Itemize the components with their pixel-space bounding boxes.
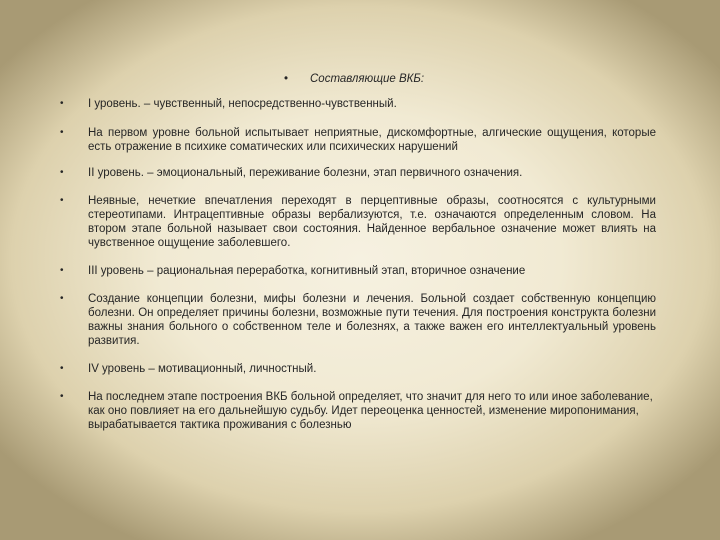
bullet-icon: • [60, 391, 64, 402]
bullet-icon: • [284, 73, 289, 85]
list-item [60, 390, 656, 432]
list-item [60, 264, 656, 278]
bullet-icon: • [60, 98, 64, 109]
bullet-icon: • [60, 363, 64, 374]
bullet-icon: • [60, 167, 64, 178]
list-item-text: IV уровень – мотивационный, личностный. [88, 363, 317, 375]
list-item [60, 362, 656, 376]
list-item [60, 194, 656, 250]
list-item [60, 126, 656, 154]
bullet-icon: • [60, 265, 64, 276]
bullet-icon: • [60, 293, 64, 304]
list-item-text: На последнем этапе построения ВКБ больной определяет, что значит для него то или иное заболевание, как оно повлияет на его дальнейшую судьбу. Идет переоценка ценностей, изменение миропонимания, вырабатывается тактика проживания с болезнью [88, 391, 653, 431]
list-item [60, 166, 656, 180]
list-item-text: I уровень. – чувственный, непосредственно-чувственный. [88, 98, 397, 110]
bullet-icon: • [60, 127, 64, 138]
list-item-text: На первом уровне больной испытывает неприятные, дискомфортные, алгические ощущения, которые есть отражение в психике соматических или психических нарушений [88, 127, 656, 153]
list-item-text: III уровень – рациональная переработка, когнитивный этап, вторичное означение [88, 265, 526, 277]
list-item-text: Создание концепции болезни, мифы болезни и лечения. Больной создает собственную концепцию болезни. Он определяет причины болезни, возможные пути течения. Для построения конструкта болезни важны знания больного о собственном теле и болезнях, а также важен его интеллектуальный уровень развития. [88, 293, 656, 347]
slide-title: Составляющие ВКБ: [310, 73, 425, 85]
list-item-text: Неявные, нечеткие впечатления переходят в перцептивные образы, соотносятся с культурными стереотипами. Интрацептивные образы вербализуются, т.е. означаются определенным словом. На втором этапе больной называет свои состояния. Найденное вербальное означение может влиять на чувственное ощущение заболевшего. [88, 195, 656, 249]
list-item [60, 292, 656, 348]
list-item [60, 97, 656, 111]
list-item-text: II уровень. – эмоциональный, переживание болезни, этап первичного означения. [88, 167, 523, 179]
bullet-icon: • [60, 195, 64, 206]
slide-title-row [284, 72, 424, 86]
